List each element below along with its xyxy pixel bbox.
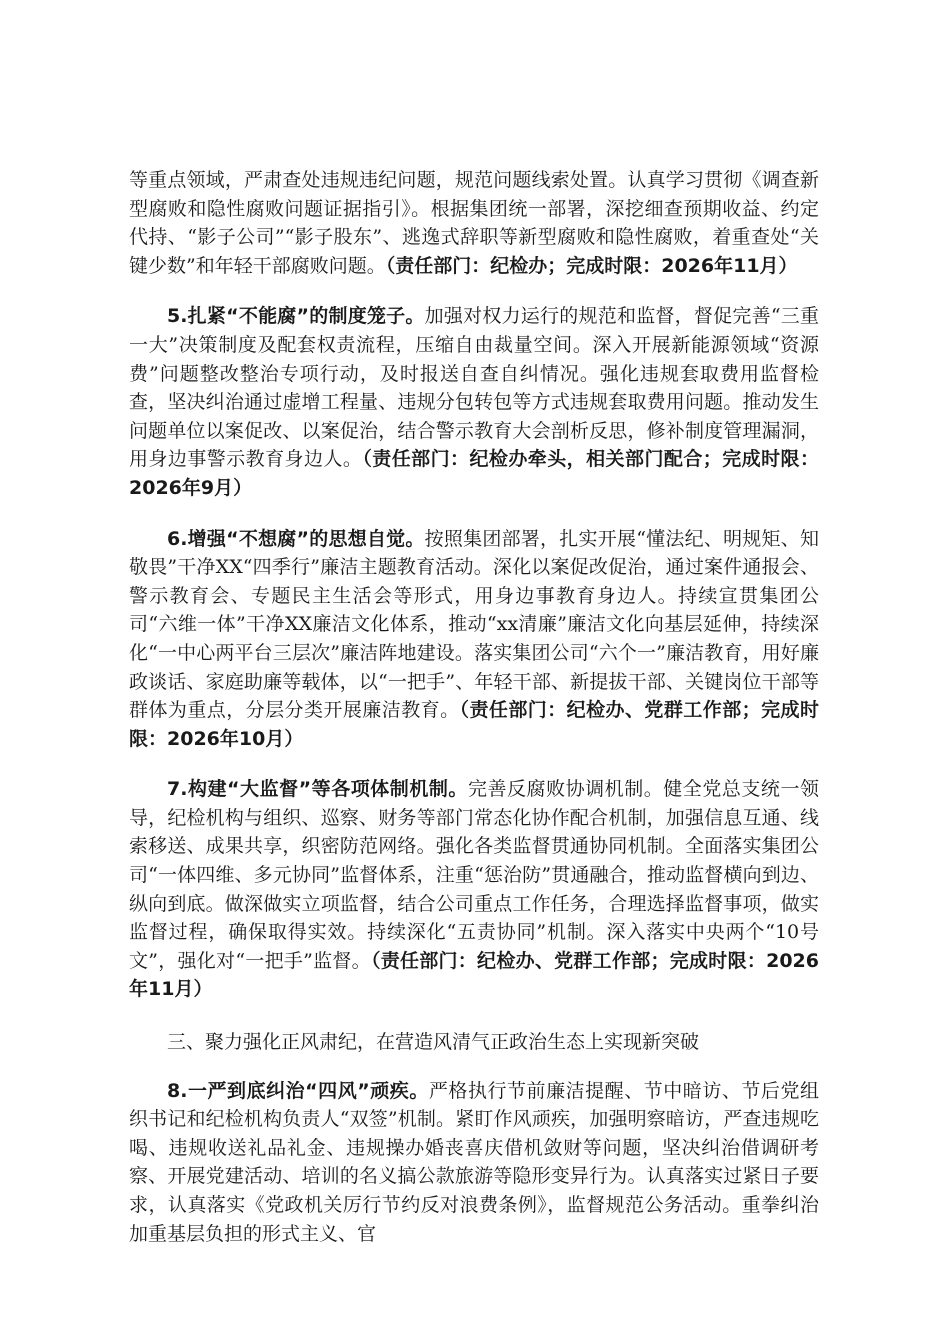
item-7-paragraph <box>129 775 819 1004</box>
item-5-paragraph <box>129 302 819 502</box>
paragraph-body: 严格执行节前廉洁提醒、节中暗访、节后党组织书记和纪检机构负责人“双签”机制。紧盯作风顽疾，加强明察暗访，严查违规吃喝、违规收送礼品礼金、违规操办婚丧喜庆借机敛财等问题，坚决纠治借调研考察、开展党建活动、培训的名义搞公款旅游等隐形变异行为。认真落实过紧日子要求，认真落实《党政机关厉行节约反对浪费条例》，监督规范公务活动。重拳纠治加重基层负担的形式主义、官 <box>129 1079 819 1245</box>
section-heading: 三、聚力强化正风肃纪，在营造风清气正政治生态上实现新突破 <box>167 1031 700 1054</box>
responsibility-note: （责任部门：纪检办、党群工作部；完成时限：2026年10月） <box>129 699 819 750</box>
item-6-title: 6.增强“不想腐”的思想自觉。 <box>167 527 425 550</box>
paragraph-body: 加强对权力运行的规范和监督，督促完善“三重一大”决策制度及配套权责流程，压缩自由裁量空间。深入开展新能源领域“资源费”问题整改整治专项行动，及时报送自查自纠情况。强化违规套取费用监督检查，坚决纠治通过虚增工程量、违规分包转包等方式违规套取费用问题。推动发生问题单位以案促改、以案促治，结合警示教育大会剖析反思，修补制度管理漏洞，用身边事警示教育身边人。 <box>129 305 819 471</box>
paragraph-continued <box>129 166 819 280</box>
paragraph-body: 按照集团部署，扎实开展“懂法纪、明规矩、知敬畏”干净XX“四季行”廉洁主题教育活动。深化以案促改促治，通过案件通报会、警示教育会、专题民主生活会等形式，用身边事教育身边人。持续宣贯集团公司“六维一体”干净XX廉洁文化体系，推动“xx清廉”廉洁文化向基层延伸，持续深化“一中心两平台三层次”廉洁阵地建设。落实集团公司“六个一”廉洁教育，用好廉政谈话、家庭助廉等载体，以“一把手”、年轻干部、新提拔干部、关键岗位干部等群体为重点，分层分类开展廉洁教育。 <box>129 527 819 722</box>
paragraph-body: 等重点领域，严肃查处违规违纪问题，规范问题线索处置。认真学习贯彻《调查新型腐败和隐性腐败问题证据指引》。根据集团统一部署，深挖细查预期收益、约定代持、“影子公司”“影子股东”、逃逸式辞职等新型腐败和隐性腐败，着重查处“关键少数”和年轻干部腐败问题。 <box>129 169 819 277</box>
responsibility-note: （责任部门：纪检办牵头，相关部门配合；完成时限：2026年9月） <box>129 448 819 499</box>
item-8-paragraph <box>129 1077 819 1249</box>
item-6-paragraph <box>129 525 819 754</box>
document-body <box>129 166 819 1248</box>
paragraph-body: 完善反腐败协调机制。健全党总支统一领导，纪检机构与组织、巡察、财务等部门常态化协作配合机制，加强信息互通、线索移送、成果共享，织密防范网络。强化各类监督贯通协同机制。全面落实集团公司“一体四维、多元协同”监督体系，注重“惩治防”贯通融合，推动监督横向到边、纵向到底。做深做实立项监督，结合公司重点工作任务，合理选择监督事项，做实监督过程，确保取得实效。持续深化“五责协同”机制。深入落实中央两个“10号文”，强化对“一把手”监督。 <box>129 778 819 972</box>
responsibility-note: （责任部门：纪检办、党群工作部；完成时限：2026年11月） <box>129 949 819 1001</box>
item-7-title: 7.构建“大监督”等各项体制机制。 <box>167 778 468 801</box>
responsibility-note: （责任部门：纪检办；完成时限：2026年11月） <box>385 254 798 277</box>
item-8-title: 8.一严到底纠治“四风”顽疾。 <box>167 1079 429 1102</box>
item-5-title: 5.扎紧“不能腐”的制度笼子。 <box>167 305 425 328</box>
